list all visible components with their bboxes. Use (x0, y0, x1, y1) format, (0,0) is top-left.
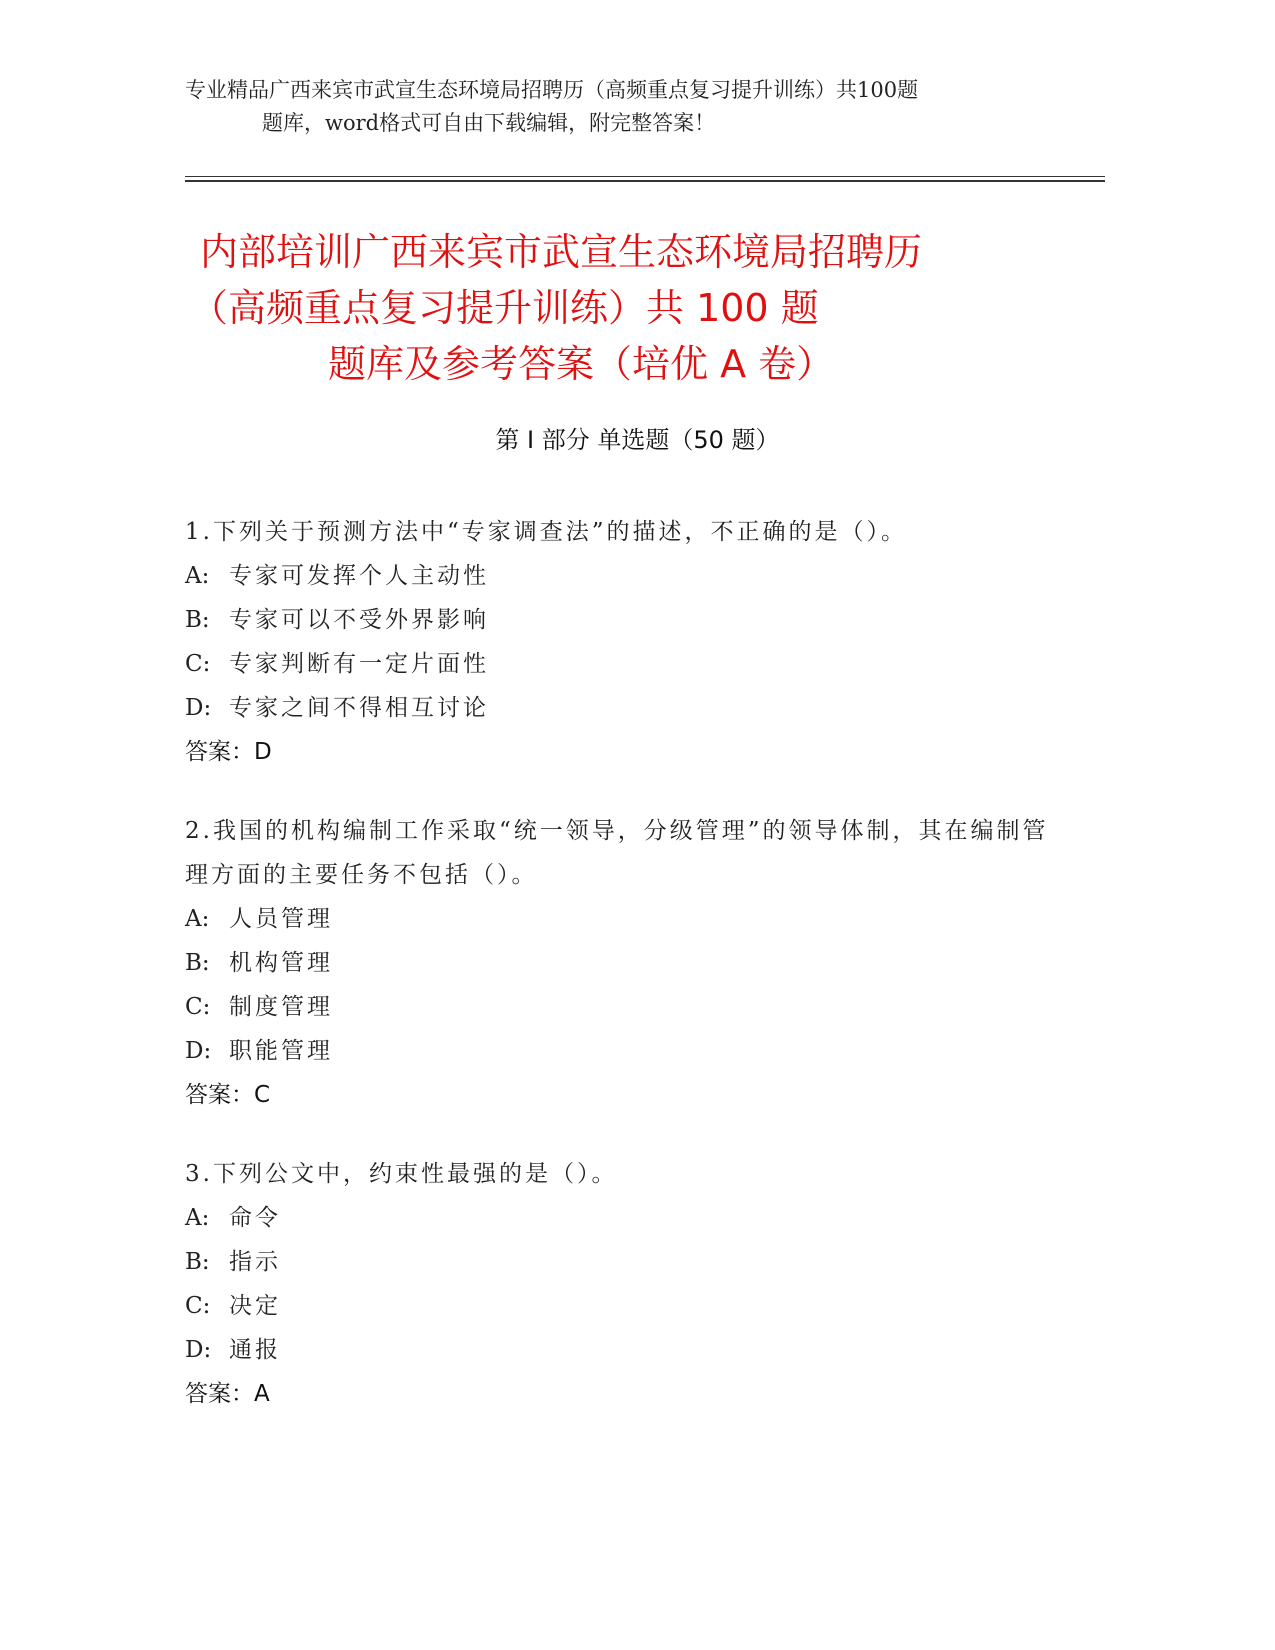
option-text: 专家可发挥个人主动性 (229, 563, 489, 589)
option-text: 专家可以不受外界影响 (229, 607, 489, 633)
header-line-2: 题库，word格式可自由下载编辑，附完整答案！ (262, 111, 716, 135)
option-text: 专家判断有一定片面性 (229, 651, 489, 677)
answer-line: 答案：C (185, 1082, 271, 1108)
option-text: 专家之间不得相互讨论 (229, 695, 489, 721)
option-key: C: (185, 651, 211, 677)
option-key: B: (185, 1249, 210, 1275)
option-c (185, 1284, 1065, 1328)
question-stem: 1.下列关于预测方法中“专家调查法”的描述，不正确的是（）。 (185, 519, 907, 545)
option-key: A: (185, 563, 210, 589)
option-key: D: (185, 1038, 212, 1064)
option-key: D: (185, 1337, 212, 1363)
option-c (185, 985, 1065, 1029)
question-item (185, 809, 1065, 1117)
option-b (185, 598, 1065, 642)
question-item (185, 510, 1065, 774)
option-key: A: (185, 1205, 210, 1231)
title-line-1: 内部培训广西来宾市武宣生态环境局招聘历 (200, 230, 923, 274)
question-list (185, 510, 1065, 1451)
question-stem: 3.下列公文中，约束性最强的是（）。 (185, 1161, 618, 1187)
option-d (185, 686, 1065, 730)
option-key: B: (185, 607, 210, 633)
option-key: A: (185, 906, 210, 932)
title-line-2: （高频重点复习提升训练）共 100 题 (190, 286, 819, 330)
option-a (185, 554, 1065, 598)
option-a (185, 1196, 1065, 1240)
option-text: 命令 (229, 1205, 281, 1231)
option-a (185, 897, 1065, 941)
option-b (185, 941, 1065, 985)
header-divider-thick (185, 180, 1105, 182)
option-text: 决定 (229, 1293, 281, 1319)
answer-line: 答案：D (185, 739, 272, 765)
header-line-1: 专业精品广西来宾市武宣生态环境局招聘历（高频重点复习提升训练）共100题 (185, 78, 919, 102)
option-d (185, 1029, 1065, 1073)
option-key: C: (185, 1293, 211, 1319)
option-key: B: (185, 950, 210, 976)
option-text: 通报 (229, 1337, 281, 1363)
option-text: 人员管理 (229, 906, 333, 932)
header-divider-thin (185, 176, 1105, 177)
option-text: 指示 (229, 1249, 281, 1275)
question-item (185, 1152, 1065, 1416)
title-line-3: 题库及参考答案（培优 A 卷） (328, 342, 835, 386)
page-header (185, 74, 1055, 140)
option-b (185, 1240, 1065, 1284)
option-text: 机构管理 (229, 950, 333, 976)
option-key: C: (185, 994, 211, 1020)
section-heading: 第 I 部分 单选题（50 题） (495, 426, 780, 454)
option-c (185, 642, 1065, 686)
document-title (190, 224, 1090, 392)
option-d (185, 1328, 1065, 1372)
option-text: 制度管理 (229, 994, 333, 1020)
answer-line: 答案：A (185, 1381, 270, 1407)
option-text: 职能管理 (229, 1038, 333, 1064)
option-key: D: (185, 695, 212, 721)
question-stem: 2.我国的机构编制工作采取“统一领导，分级管理”的领导体制，其在编制管理方面的主要任务不包括（）。 (185, 818, 1049, 888)
